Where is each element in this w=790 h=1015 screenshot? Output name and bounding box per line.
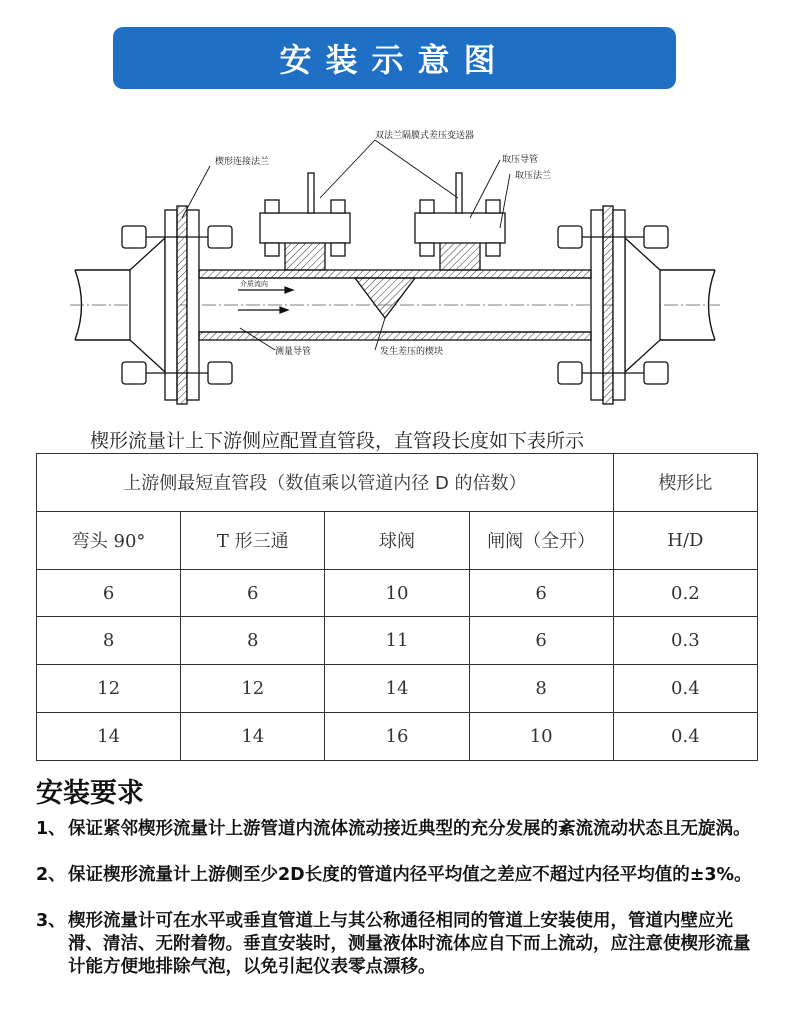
subheader-cell: T 形三通 xyxy=(181,511,325,569)
straight-pipe-table xyxy=(36,453,758,761)
requirement-text: 保证紧邻楔形流量计上游管道内流体流动接近典型的充分发展的紊流流动状态且无旋涡。 xyxy=(68,819,751,839)
right-flange-assembly xyxy=(558,206,668,404)
table-cell: 0.3 xyxy=(613,617,757,665)
header-upstream: 上游侧最短直管段（数值乘以管道内径 D 的倍数） xyxy=(37,454,614,512)
requirement-item xyxy=(36,910,766,979)
installation-diagram xyxy=(70,118,720,418)
label-pressure-tube: 取压导管 xyxy=(502,155,539,165)
table-row xyxy=(37,617,758,665)
table-cell: 0.4 xyxy=(613,713,757,761)
requirement-number: 3、 xyxy=(36,911,66,931)
requirement-text: 楔形流量计可在水平或垂直管道上与其公称通径相同的管道上安装使用，管道内壁应光滑、清洁、无附着物。垂直安装时，测量液体时流体应自下而上流动，应注意使楔形流量计能方便地排除气泡，以免引起仪表零点漂移。 xyxy=(68,911,751,977)
table-row xyxy=(37,713,758,761)
table-cell: 14 xyxy=(325,665,469,713)
page-banner: 安装示意图 xyxy=(113,27,676,89)
table-cell: 14 xyxy=(37,713,181,761)
table-cell: 6 xyxy=(469,617,613,665)
table-row xyxy=(37,665,758,713)
table-cell: 6 xyxy=(469,569,613,617)
label-flow-direction: 介质流向 xyxy=(240,280,268,288)
header-wedge-ratio: 楔形比 xyxy=(613,454,757,512)
requirement-number: 2、 xyxy=(36,865,66,885)
subheader-cell: 球阀 xyxy=(325,511,469,569)
wedge-block xyxy=(355,278,415,318)
table-cell: 6 xyxy=(181,569,325,617)
label-transmitter: 双法兰隔膜式差压变送器 xyxy=(375,131,475,141)
table-cell: 16 xyxy=(325,713,469,761)
subheader-cell: H/D xyxy=(613,511,757,569)
table-subheader-row xyxy=(37,511,758,569)
table-cell: 12 xyxy=(181,665,325,713)
table-caption: 楔形流量计上下游侧应配置直管段，直管段长度如下表所示 xyxy=(90,430,585,452)
table-cell: 8 xyxy=(469,665,613,713)
label-connect-flange: 楔形连接法兰 xyxy=(215,157,270,167)
label-measure-tube: 测量导管 xyxy=(275,347,312,357)
requirement-text: 保证楔形流量计上游侧至少2D长度的管道内径平均值之差应不超过内径平均值的±3%。 xyxy=(68,865,752,885)
table-header-row xyxy=(37,454,758,512)
table-cell: 11 xyxy=(325,617,469,665)
table-row xyxy=(37,569,758,617)
requirement-item xyxy=(36,864,766,887)
subheader-cell: 弯头 90° xyxy=(37,511,181,569)
table-cell: 12 xyxy=(37,665,181,713)
label-pressure-flange: 取压法兰 xyxy=(515,171,552,181)
requirements-title: 安装要求 xyxy=(36,778,144,809)
table-cell: 0.2 xyxy=(613,569,757,617)
table-cell: 8 xyxy=(181,617,325,665)
requirement-item xyxy=(36,818,766,841)
requirement-number: 1、 xyxy=(36,819,66,839)
table-cell: 0.4 xyxy=(613,665,757,713)
pressure-taps xyxy=(260,173,505,270)
table-cell: 8 xyxy=(37,617,181,665)
flow-arrow-icon xyxy=(238,287,293,313)
label-wedge-block: 发生差压的楔块 xyxy=(380,347,444,357)
subheader-cell: 闸阀（全开） xyxy=(469,511,613,569)
table-cell: 6 xyxy=(37,569,181,617)
table-cell: 14 xyxy=(181,713,325,761)
table-cell: 10 xyxy=(469,713,613,761)
table-cell: 10 xyxy=(325,569,469,617)
